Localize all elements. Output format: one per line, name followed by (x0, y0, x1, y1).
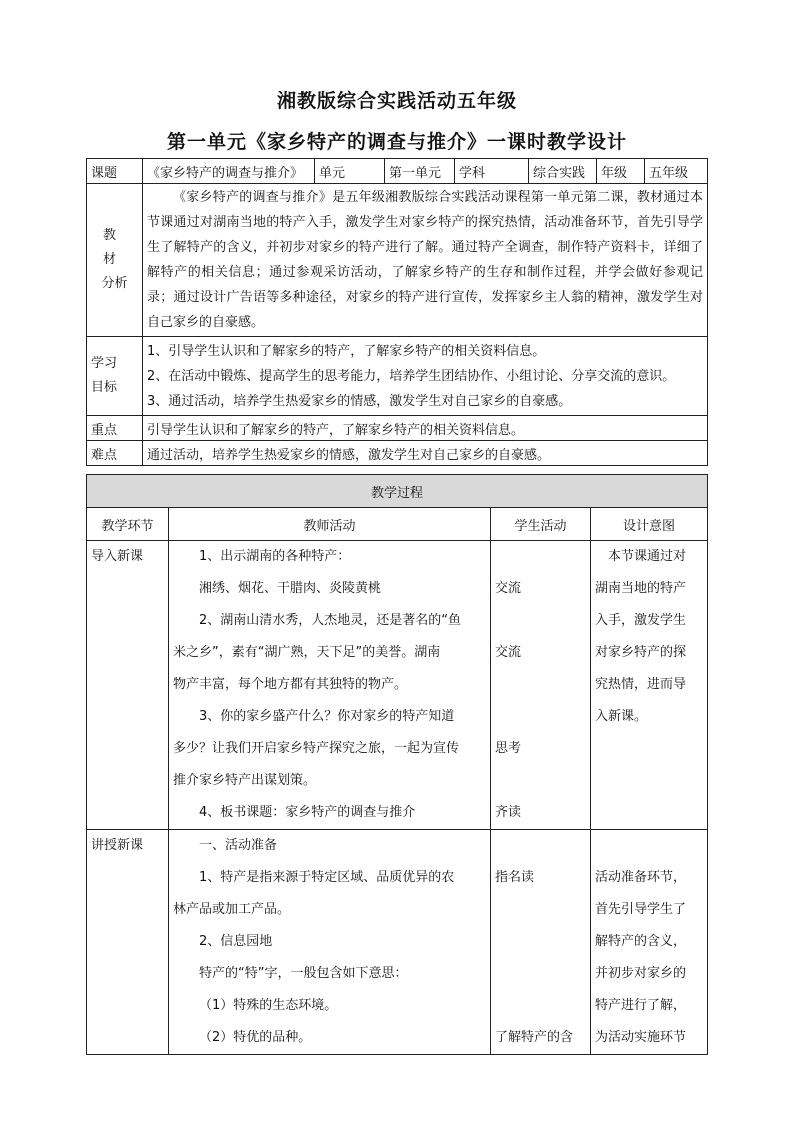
student-line (495, 830, 586, 862)
teacher-line: 1、出示湖南的各种特产： (199, 549, 351, 564)
teacher-line: （1）特殊的生态环境。 (199, 998, 338, 1013)
goals-label-line2: 目标 (91, 380, 118, 395)
grade-value: 五年级 (645, 159, 708, 184)
intent-line: 解特产的含义， (595, 934, 687, 949)
student-line (495, 669, 586, 701)
difficulty-row (87, 441, 708, 466)
lecture-student (491, 830, 591, 1055)
goals-row (87, 337, 708, 416)
student-line: 齐读 (495, 805, 522, 820)
document-title: 湘教版综合实践活动五年级 (276, 90, 517, 112)
col-student: 学生活动 (491, 508, 591, 541)
teacher-line: 推介家乡特产出谋划策。 (173, 773, 317, 788)
intent-line: 本节课通过对 (608, 549, 687, 564)
grade-label: 年级 (597, 159, 645, 184)
process-table (86, 474, 708, 1055)
intro-row (87, 541, 708, 830)
student-line: 交流 (495, 645, 522, 660)
key-point-text: 引导学生认识和了解家乡的特产，了解家乡特产的相关资料信息。 (143, 416, 708, 441)
goal-item: 3、通过活动，培养学生热爱家乡的情感，激发学生对自己家乡的自豪感。 (147, 393, 572, 409)
intent-line: 活动准备环节， (595, 870, 687, 885)
student-line (495, 541, 586, 573)
analysis-label-line1: 教 材 (102, 228, 126, 267)
teacher-line: 3、你的家乡盛产什么？你对家乡的特产知道 (199, 709, 455, 724)
teacher-line: 2、湖南山清水秀，人杰地灵，还是著名的“鱼 (199, 613, 462, 628)
student-line: 交流 (495, 581, 522, 596)
teacher-line: 物产丰富，每个地方都有其独特的物产。 (173, 677, 408, 692)
intent-line: 特产进行了解， (595, 998, 687, 1013)
unit-value: 第一单元 (385, 159, 455, 184)
intent-line: 并初步对家乡的 (595, 966, 687, 981)
col-teacher: 教师活动 (169, 508, 491, 541)
intent-line (595, 830, 703, 862)
analysis-label (87, 184, 143, 337)
student-line (495, 701, 586, 733)
teacher-line: 特产的“特”字，一般包含如下意思： (199, 966, 408, 981)
goal-item: 1、引导学生认识和了解家乡的特产，了解家乡特产的相关资料信息。 (147, 343, 546, 359)
subject-value: 综合实践 (529, 159, 597, 184)
lesson-label: 课题 (87, 159, 143, 184)
student-line (495, 958, 586, 990)
goals-text (143, 337, 708, 416)
intent-line: 入手，激发学生 (595, 613, 687, 628)
process-header: 教学过程 (87, 475, 708, 508)
intro-stage: 导入新课 (87, 541, 169, 830)
process-columns-row (87, 508, 708, 541)
unit-label: 单元 (315, 159, 385, 184)
lecture-intent (591, 830, 708, 1055)
student-line (495, 990, 586, 1022)
lesson-value: 《家乡特产的调查与推介》 (143, 159, 315, 184)
process-header-row (87, 475, 708, 508)
intro-teacher (169, 541, 491, 830)
goals-label (87, 337, 143, 416)
teacher-line: 1、特产是指来源于特定区域、品质优异的农 (199, 870, 455, 885)
analysis-label-line2: 分析 (101, 276, 128, 291)
analysis-text: 《家乡特产的调查与推介》是五年级湘教版综合实践活动课程第一单元第二课，教材通过本节课通过对湖南当地的特产入手，激发学生对家乡特产的探究热情，活动准备环节，首先引导学生了解特产的含义，并初步对家乡的特产进行了解。通过特产全调查，制作特产资料卡，详细了解特产的相关信息；通过参观采访活动，了解家乡特产的生存和制作过程，并学会做好参观记录；通过设计广告语等多种途径，对家乡的特产进行宣传，发挥家乡主人翁的精神，激发学生对自己家乡的自豪感。 (143, 184, 708, 337)
lesson-info-row (87, 159, 708, 184)
difficulty-text: 通过活动，培养学生热爱家乡的情感，激发学生对自己家乡的自豪感。 (143, 441, 708, 466)
teacher-line: 4、板书课题：家乡特产的调查与推介 (199, 805, 416, 820)
lecture-stage: 讲授新课 (87, 830, 169, 1055)
col-stage: 教学环节 (87, 508, 169, 541)
goals-label-line1: 学习 (91, 356, 118, 371)
student-line (495, 765, 586, 797)
intent-line: 首先引导学生了 (595, 902, 687, 917)
subject-label: 学科 (455, 159, 529, 184)
teacher-line: 林产品或加工产品。 (173, 902, 291, 917)
teacher-line: 多少？让我们开启家乡特产探究之旅，一起为宣传 (173, 741, 460, 756)
intro-student (491, 541, 591, 830)
teacher-line: 2、信息园地 (199, 934, 273, 949)
intent-line: 入新课。 (595, 709, 648, 724)
key-point-label: 重点 (87, 416, 143, 441)
info-table (86, 158, 708, 466)
student-line: 思考 (495, 741, 522, 756)
teacher-line: 米之乡”，素有“湖广熟，天下足”的美誉。湖南 (173, 645, 441, 660)
lecture-teacher (169, 830, 491, 1055)
student-line (495, 894, 586, 926)
intent-line: 对家乡特产的探 (595, 645, 687, 660)
intent-line: 湖南当地的特产 (595, 581, 687, 596)
intent-line: 究热情，进而导 (595, 677, 687, 692)
teacher-line: （2）特优的品种。 (199, 1030, 312, 1045)
intent-line: 为活动实施环节 (595, 1030, 687, 1045)
document-subtitle: 第一单元《家乡特产的调查与推介》一课时教学设计 (166, 131, 627, 153)
teacher-line: 湘绣、烟花、干腊肉、炎陵黄桃 (199, 581, 382, 596)
student-line: 指名读 (495, 870, 535, 885)
col-intent: 设计意图 (591, 508, 708, 541)
teacher-line: 一、活动准备 (199, 838, 278, 853)
difficulty-label: 难点 (87, 441, 143, 466)
goal-item: 2、在活动中锻炼、提高学生的思考能力，培养学生团结协作、小组讨论、分享交流的意识。 (147, 368, 676, 384)
student-line (495, 926, 586, 958)
student-line: 了解特产的含 (495, 1030, 574, 1045)
student-line (495, 605, 586, 637)
key-point-row (87, 416, 708, 441)
intro-intent (591, 541, 708, 830)
analysis-row (87, 184, 708, 337)
lecture-row (87, 830, 708, 1055)
